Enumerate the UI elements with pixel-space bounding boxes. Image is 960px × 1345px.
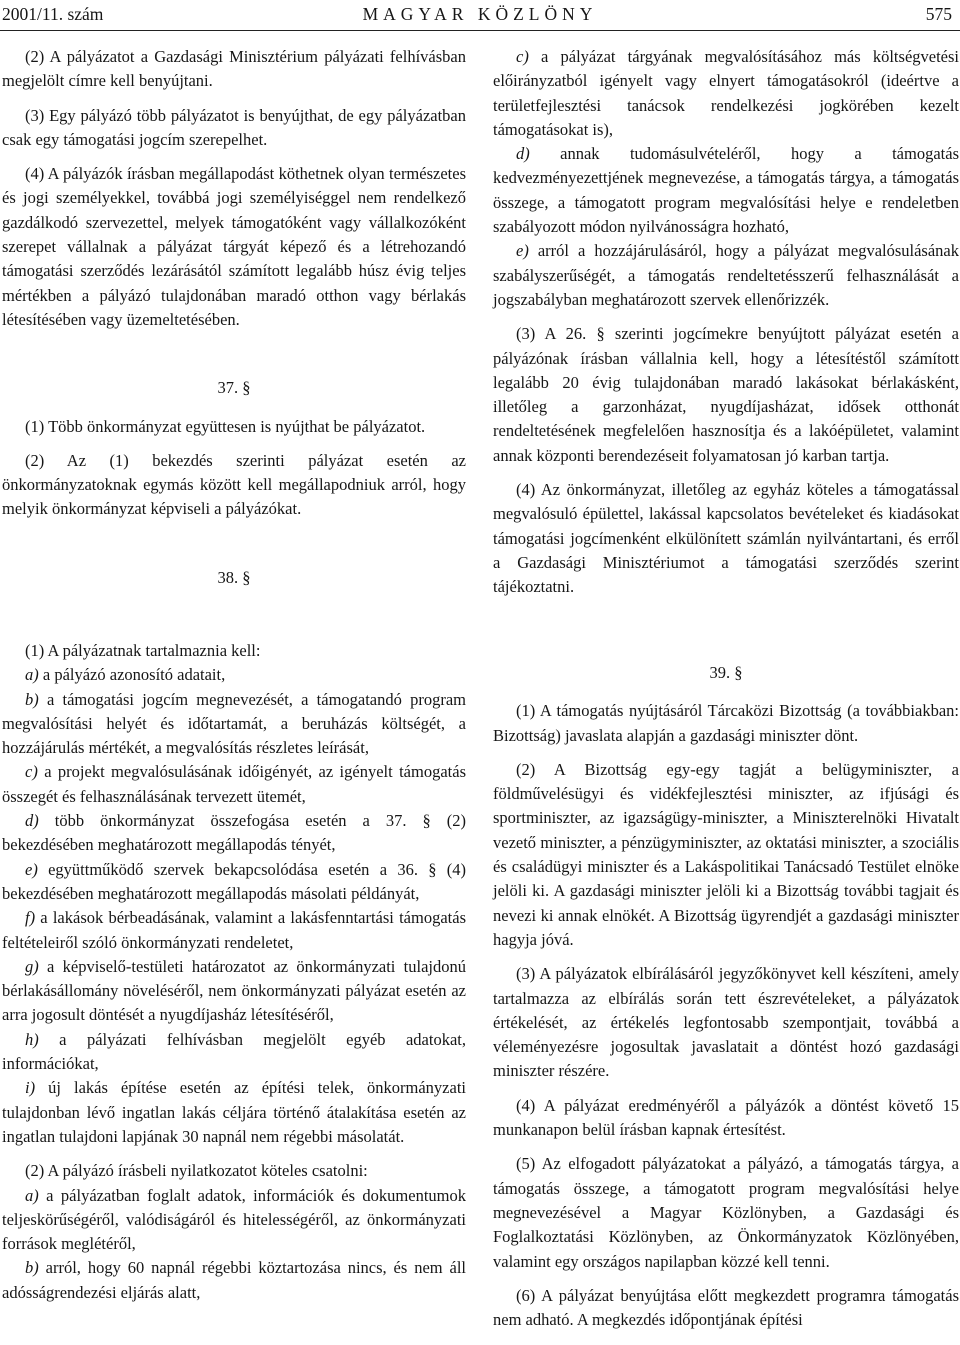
section-heading-38: 38. § bbox=[217, 567, 251, 587]
page-number: 575 bbox=[925, 4, 952, 24]
journal-title: MAGYAR KÖZLÖNY bbox=[362, 4, 598, 24]
list-item-c bbox=[2, 760, 466, 809]
list-label: c) bbox=[25, 762, 38, 782]
paragraph-36-4: (4) A pályázók írásban megállapodást köthetnek olyan természetes és jogi személyekkel, továbbá jogi személyiséggel nem rendelkező gazdálkodó szervezettel, melyek támogatóként vagy vállalkozóként szerepet vállalnak a pályázat tárgyát képező és a létrehozandó támogatási szerződés lezárásától számított legalább húsz évig teljes mértékben a pályázó tulajdonában maradó otthon vagy bérlakás létesítésében vagy üzemeltetésében. bbox=[2, 164, 466, 329]
list-text: a pályázatban foglalt adatok, információk és dokumentumok teljeskörűségéről, valódiságáról és hitelességéről, az önkormányzati források meglétéről, bbox=[2, 1185, 466, 1254]
list-label: h) bbox=[25, 1029, 39, 1049]
list-item-b bbox=[2, 688, 466, 761]
list-item-a bbox=[2, 663, 466, 687]
list-label: d) bbox=[516, 144, 530, 164]
paragraph-39-1: (1) A támogatás nyújtásáról Tárcaközi Bizottság (a továbbiakban: Bizottság) javaslata alapján a gazdasági miniszter dönt. bbox=[493, 701, 959, 745]
list-label: a) bbox=[25, 1185, 39, 1205]
list-text: együttműködő szervek bekapcsolódása esetén a 36. § (4) bekezdésében meghatározott megállapodás másolati példányát, bbox=[2, 859, 466, 903]
paragraph-38-3: (3) A 26. § szerinti jogcímekre benyújtott pályázat esetén a pályázónak írásban vállalnia kell, hogy a létesítéstől számított legalább 20 évig tulajdonában maradó lakásokat bérlakásként, illetőleg a garzonházat, nyugdíjasházat, idősek otthonát rendeltetésének megfelelően hasznosítja és a lakóépületet, valamint annak központi berendezéseit folyamatosan jó karban tartja. bbox=[493, 324, 959, 465]
left-column-bottom bbox=[2, 639, 466, 1305]
list-item-e bbox=[2, 858, 466, 907]
paragraph-38-2-intro: (2) A pályázó írásbeli nyilatkozatot köteles csatolni: bbox=[25, 1161, 368, 1181]
list-text: több önkormányzat összefogása esetén a 37. § (2) bekezdésében meghatározott megállapodás tényét, bbox=[2, 811, 466, 855]
list-item-2c bbox=[493, 45, 959, 142]
list-label: d) bbox=[25, 811, 39, 831]
paragraph-39-6: (6) A pályázat benyújtása előtt megkezdett programra támogatás nem adható. A megkezdés időpontjának építési bbox=[493, 1285, 959, 1330]
list-text: arról, hogy 60 napnál régebbi köztartozása nincs, és nem áll adósságrendezési eljárás alatt, bbox=[2, 1258, 466, 1302]
list-label: e) bbox=[516, 241, 529, 261]
list-label: b) bbox=[25, 689, 39, 709]
paragraph-38-4: (4) Az önkormányzat, illetőleg az egyház köteles a támogatással megvalósuló épülettel, lakással kapcsolatos bevételeket és kiadásokat támogatási jogcímenként elkülönített számlán nyilvántartani, és erről a Gazdasági Minisztériumot a támogatási szerződés szerint tájékoztatni. bbox=[493, 480, 959, 597]
list-item-2e bbox=[493, 239, 959, 312]
list-item-g bbox=[2, 955, 466, 1028]
paragraph-38-1-intro: (1) A pályázatnak tartalmaznia kell: bbox=[25, 641, 261, 660]
paragraph-36-3: (3) Egy pályázó több pályázatot is benyújthat, de egy pályázatban csak egy támogatási jogcím szerepelhet. bbox=[2, 105, 466, 149]
paragraph-39-4: (4) A pályázat eredményéről a pályázók a döntést követő 15 munkanapon belül írásban kapnak értesítést. bbox=[493, 1095, 959, 1140]
left-column-top bbox=[2, 45, 466, 590]
list-item-2b bbox=[2, 1256, 466, 1305]
page-header bbox=[0, 0, 960, 28]
right-column-bottom bbox=[493, 661, 959, 1332]
section-heading-39: 39. § bbox=[709, 663, 743, 682]
list-text: a támogatási jogcím megnevezését, a támogatandó program megvalósítási helyét és időtartamát, a beruházás költségét, a hozzájárulás mértékét, a megvalósítás részletes leírását, bbox=[2, 689, 466, 758]
issue-number: 2001/11. szám bbox=[2, 4, 104, 24]
list-label: g) bbox=[25, 956, 39, 976]
section-heading-37: 37. § bbox=[217, 378, 251, 398]
list-text: a projekt megvalósulásának időigényét, az igényelt támogatás összegét és felhasználásának tervezett ütemét, bbox=[2, 762, 466, 806]
list-text: a lakások bérbeadásának, valamint a lakásfenntartási támogatás feltételeiről szóló önkormányzati rendeletet, bbox=[2, 908, 466, 952]
paragraph-39-5: (5) Az elfogadott pályázatokat a pályázó, a támogatás tárgya, a támogatás összege, a támogatott program megvalósítási helye megnevezésével a Magyar Közlönyben, a Gazdasági és Foglalkoztatási Közlönyben, az Önkormányzatok Közlönyében, valamint egy országos napilapban közzé kell tenni. bbox=[493, 1154, 959, 1271]
header-rule bbox=[0, 30, 960, 31]
list-text: a pályázó azonosító adatait, bbox=[38, 665, 226, 685]
list-text: a pályázati felhívásban megjelölt egyéb adatokat, információkat, bbox=[2, 1029, 466, 1074]
paragraph-36-2: (2) A pályázatot a Gazdasági Minisztérium pályázati felhívásban megjelölt címre kell benyújtani. bbox=[2, 47, 466, 91]
list-label: f) bbox=[25, 908, 36, 928]
paragraph-39-3: (3) A pályázatok elbírálásáról jegyzőkönyvet kell készíteni, amely tartalmazza az elbírálás során tett észrevételeket, a pályázatok értékelését, az értékelés legfontosabb szempontjait, továbbá a véleményezésre jogosultak javaslatait a döntést hozó gazdasági miniszter részére. bbox=[493, 964, 959, 1081]
list-text: annak tudomásulvételéről, hogy a támogatás kedvezményezettjének megnevezése, a támogatás tárgya, a támogatás összege, a támogatott program megvalósítási helye e rendeletben szabályozott módon nyilvánosságra hozható, bbox=[493, 144, 959, 237]
list-item-h bbox=[2, 1028, 466, 1077]
paragraph-39-2: (2) A Bizottság egy-egy tagját a belügyminiszter, a földművelésügyi és vidékfejlesztési miniszter, az ifjúsági és sportminiszter, az igazságügy-miniszter, a Miniszterelnöki Hivatalt vezető miniszter, a pénzügyminiszter, az oktatási miniszter, a szociális és családügyi miniszter és a Lakáspolitikai Tanácsadó Testület elnöke jelöli ki. A gazdasági miniszter jelöli ki a Bizottság további tagjait és nevezi ki annak elnökét. A Bizottság ügyrendjét a gazdasági miniszter hagyja jóvá. bbox=[493, 759, 959, 949]
list-text: a pályázat tárgyának megvalósításához más költségvetési előirányzatból igényelt vagy elnyert támogatásokról (ideértve a területfejlesztési tanácsok rendelkezési jogkörében kezelt támogatásokat is), bbox=[493, 47, 959, 139]
list-text: a képviselő-testületi határozatot az önkormányzati tulajdonú bérlakásállomány növeléséről, nem önkormányzati pályázat esetén az arra jogosult döntését a nyugdíjasház létesítéséről, bbox=[2, 956, 466, 1025]
list-label: e) bbox=[25, 859, 38, 879]
list-label: c) bbox=[516, 47, 529, 66]
list-item-2a bbox=[2, 1184, 466, 1257]
paragraph-37-2: (2) Az (1) bekezdés szerinti pályázat esetén az önkormányzatoknak egymás között kell megállapodniuk arról, hogy melyik önkormányzat képviseli a pályázókat. bbox=[2, 450, 466, 519]
list-item-i bbox=[2, 1076, 466, 1149]
list-label: a) bbox=[25, 665, 39, 685]
list-label: b) bbox=[25, 1258, 39, 1278]
list-text: új lakás építése esetén az építési telek, önkormányzati tulajdonban lévő ingatlan lakás céljára történő átalakítása esetén az ingatlan tulajdoni lapjának 30 napnál nem régebbi másolatát. bbox=[2, 1078, 466, 1146]
list-item-2d bbox=[493, 142, 959, 239]
list-item-f bbox=[2, 906, 466, 955]
list-text: arról a hozzájárulásáról, hogy a pályázat megvalósulásának szabályszerűségét, a támogatás rendeltetésszerű felhasználását a jogszabályban meghatározott szervek ellenőrizzék. bbox=[493, 241, 959, 309]
list-item-d bbox=[2, 809, 466, 858]
right-column-top bbox=[493, 45, 959, 600]
paragraph-37-1: (1) Több önkormányzat együttesen is nyújthat be pályázatot. bbox=[25, 416, 426, 436]
list-label: i) bbox=[25, 1078, 36, 1098]
